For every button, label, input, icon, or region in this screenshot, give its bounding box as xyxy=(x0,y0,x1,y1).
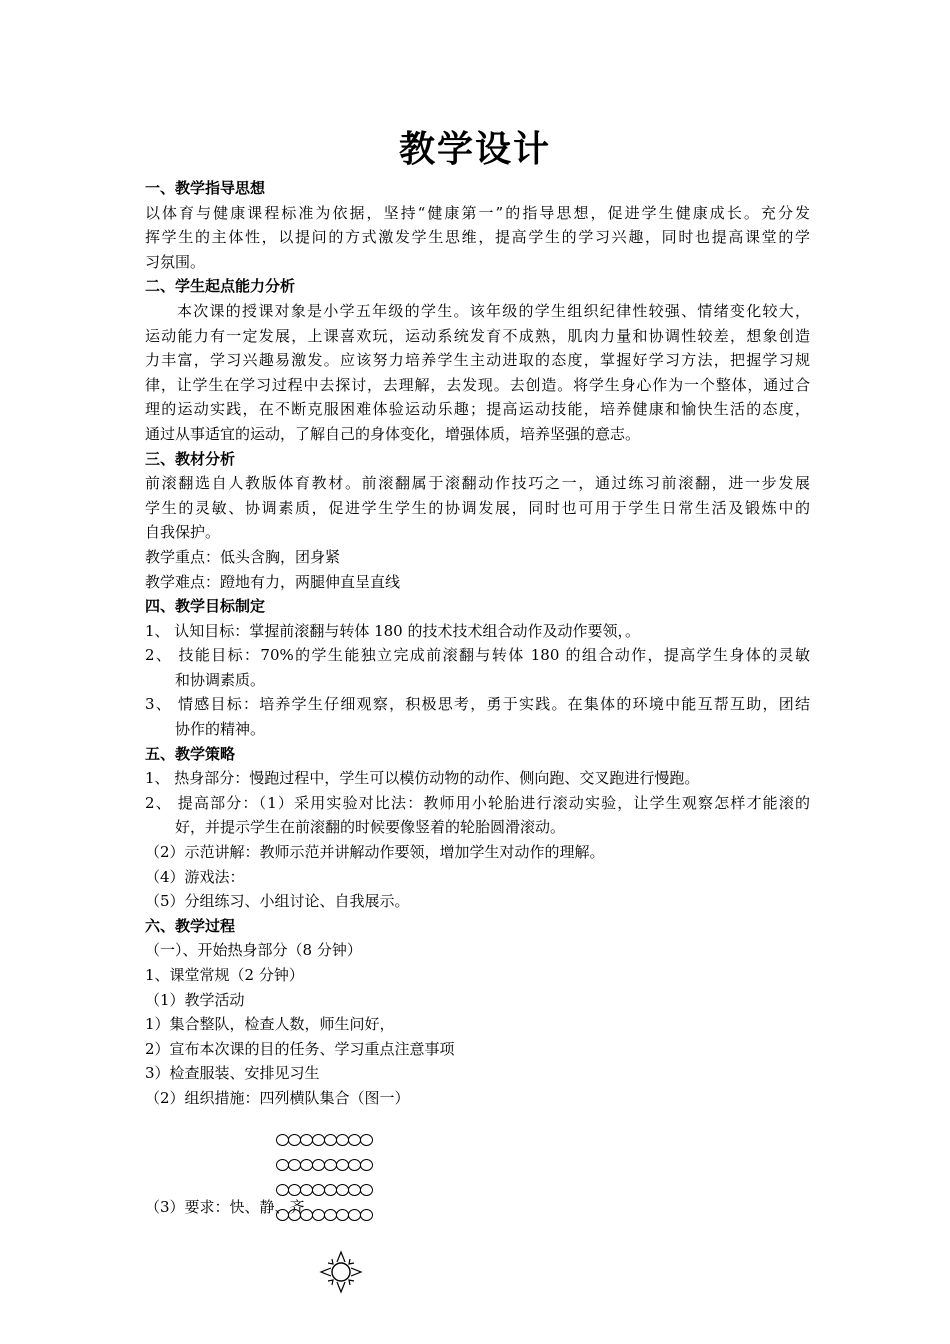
list-item: 2、 提高部分：（1）采用实验对比法：教师用小轮胎进行滚动实验，让学生观察怎样才能滚的 xyxy=(145,793,810,812)
paragraph-line: （1）教学活动 xyxy=(145,990,245,1009)
list-item-continuation: 协作的精神。 xyxy=(175,720,266,739)
section-heading: 四、教学目标制定 xyxy=(145,597,266,616)
paragraph-line: 本次课的授课对象是小学五年级的学生。该年级的学生组织纪律性较强、情绪变化较大， xyxy=(177,301,810,320)
section-heading: 三、教材分析 xyxy=(145,449,236,468)
paragraph-line: 1、课堂常规（2 分钟） xyxy=(145,966,304,984)
section-heading: 二、学生起点能力分析 xyxy=(145,277,296,296)
difficult-point: 教学难点：蹬地有力，两腿伸直呈直线 xyxy=(145,572,401,591)
formation-row xyxy=(276,1177,396,1202)
paragraph-line: 2）宣布本次课的目的任务、学习重点注意事项 xyxy=(145,1039,455,1058)
sun-icon xyxy=(318,1249,364,1295)
paragraph-line: 理的运动实践，在不断克服困难体验运动乐趣；提高运动技能，培养健康和愉快生活的态度， xyxy=(145,400,810,419)
page-title: 教学设计 xyxy=(398,129,551,170)
key-point: 教学重点：低头含胸，团身紧 xyxy=(145,547,341,566)
paragraph-line: 3）检查服装、安排见习生 xyxy=(145,1064,320,1083)
paragraph-line: 自我保护。 xyxy=(145,523,221,542)
list-item-continuation: 和协调素质。 xyxy=(175,670,266,689)
list-item: （5）分组练习、小组讨论、自我展示。 xyxy=(145,892,410,911)
list-item: 1、 热身部分：慢跑过程中，学生可以模仿动物的动作、侧向跑、交叉跑进行慢跑。 xyxy=(145,769,700,788)
paragraph-line: 通过从事适宜的运动，了解自己的身体变化，增强体质，培养坚强的意志。 xyxy=(145,424,641,443)
paragraph-line: 以体育与健康课程标准为依据，坚持“健康第一”的指导思想，促进学生健康成长。充分发 xyxy=(145,203,810,222)
list-item: （2）示范讲解：教师示范并讲解动作要领，增加学生对动作的理解。 xyxy=(145,843,605,862)
paragraph-line: 挥学生的主体性，以提问的方式激发学生思维，提高学生的学习兴趣，同时也提高课堂的学 xyxy=(145,228,810,247)
paragraph-line: 1）集合整队，检查人数，师生问好， xyxy=(145,1015,395,1034)
student-circle-icon xyxy=(360,1184,373,1196)
paragraph-line: 律，让学生在学习过程中去探讨，去理解，去发现。去创造。将学生身心作为一个整体，通过合 xyxy=(145,375,810,394)
formation-row xyxy=(276,1127,396,1152)
section-heading: 五、教学策略 xyxy=(145,744,236,763)
formation-row xyxy=(276,1152,396,1177)
formation-row xyxy=(276,1202,396,1227)
list-item: 3、 情感目标：培养学生仔细观察，积极思考，勇于实践。在集体的环境中能互帮互助，团结 xyxy=(145,695,810,714)
paragraph-line: （2）组织措施：四列横队集合（图一） xyxy=(145,1088,410,1107)
student-circle-icon xyxy=(360,1159,373,1171)
paragraph-line: （一）、开始热身部分（8 分钟） xyxy=(145,941,362,960)
paragraph-line: 习氛围。 xyxy=(145,252,206,271)
document-body xyxy=(145,176,810,1111)
section-heading: 一、教学指导思想 xyxy=(145,179,266,197)
list-item: 2、 技能目标：70%的学生能独立完成前滚翻与转体 180 的组合动作，提高学生身体的灵敏 xyxy=(145,646,810,665)
list-item: 1、 认知目标：掌握前滚翻与转体 180 的技术技术组合动作及动作要领，。 xyxy=(145,621,640,640)
student-circle-icon xyxy=(360,1134,373,1146)
list-item-continuation: 好，并提示学生在前滚翻的时候要像竖着的轮胎圆滑滚动。 xyxy=(175,818,566,837)
section-heading: 六、教学过程 xyxy=(145,916,236,935)
requirement-line: （3）要求：快、静、齐 xyxy=(145,1198,305,1216)
paragraph-line: 力丰富，学习兴趣易激发。应该努力培养学生主动进取的态度，掌握好学习方法，把握学习规 xyxy=(145,351,810,370)
student-circle-icon xyxy=(360,1209,373,1221)
paragraph-line: 前滚翻选自人教版体育教材。前滚翻属于滚翻动作技巧之一，通过练习前滚翻，进一步发展 xyxy=(145,474,810,493)
list-item: （4）游戏法： xyxy=(145,867,245,886)
formation-diagram xyxy=(276,1127,396,1227)
paragraph-line: 运动能力有一定发展，上课喜欢玩，运动系统发育不成熟，肌肉力量和协调性较差，想象创造 xyxy=(145,326,810,345)
paragraph-line: 学生的灵敏、协调素质，促进学生学生的协调发展，同时也可用于学生日常生活及锻炼中的 xyxy=(145,498,810,517)
